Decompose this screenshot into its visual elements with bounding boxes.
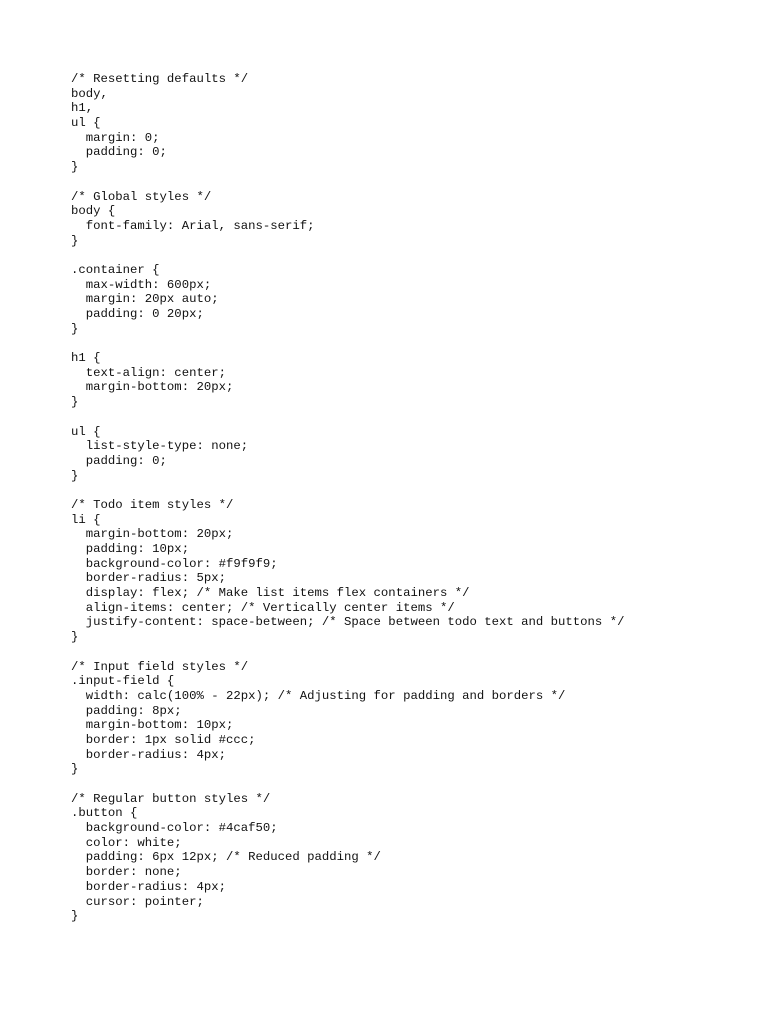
document-page: [71, 72, 751, 924]
code-line: margin-bottom: 10px;: [71, 718, 234, 733]
code-line: /* Global styles */: [71, 189, 212, 204]
code-line: cursor: pointer;: [71, 894, 204, 909]
code-line: h1,: [71, 101, 94, 116]
code-line: body,: [71, 86, 108, 101]
code-line: max-width: 600px;: [71, 277, 212, 292]
code-line: }: [71, 762, 79, 777]
code-line: [71, 175, 751, 190]
code-line: ul {: [71, 424, 101, 439]
code-line: /* Resetting defaults */: [71, 72, 249, 86]
code-line: [71, 645, 751, 660]
code-line: }: [71, 630, 79, 645]
code-line: }: [71, 909, 79, 924]
code-line: .button {: [71, 806, 138, 821]
code-line: body {: [71, 204, 116, 219]
code-line: width: calc(100% - 22px); /* Adjusting for padding and borders */: [71, 688, 566, 703]
code-line: li {: [71, 512, 101, 527]
code-line: list-style-type: none;: [71, 439, 249, 454]
code-line: border-radius: 4px;: [71, 747, 226, 762]
code-line: margin-bottom: 20px;: [71, 527, 234, 542]
code-line: /* Todo item styles */: [71, 497, 234, 512]
code-line: padding: 8px;: [71, 703, 182, 718]
code-line: font-family: Arial, sans-serif;: [71, 218, 315, 233]
code-line: ul {: [71, 116, 101, 131]
code-line: border: 1px solid #ccc;: [71, 732, 256, 747]
css-code-block: [71, 72, 751, 924]
code-line: [71, 410, 751, 425]
code-line: [71, 777, 751, 792]
code-line: [71, 483, 751, 498]
code-line: }: [71, 468, 79, 483]
code-line: h1 {: [71, 351, 101, 366]
code-line: margin: 20px auto;: [71, 292, 219, 307]
code-line: .container {: [71, 262, 160, 277]
code-line: }: [71, 321, 79, 336]
code-line: background-color: #4caf50;: [71, 821, 278, 836]
code-line: justify-content: space-between; /* Space between todo text and buttons */: [71, 615, 625, 630]
code-line: margin-bottom: 20px;: [71, 380, 234, 395]
code-line: padding: 0;: [71, 453, 167, 468]
code-line: text-align: center;: [71, 365, 226, 380]
code-line: padding: 0 20px;: [71, 307, 204, 321]
code-line: border: none;: [71, 865, 182, 880]
code-line: display: flex; /* Make list items flex containers */: [71, 586, 470, 601]
code-line: }: [71, 233, 79, 248]
code-line: margin: 0;: [71, 130, 160, 145]
code-line: padding: 6px 12px; /* Reduced padding */: [71, 850, 381, 865]
code-line: align-items: center; /* Vertically center items */: [71, 600, 455, 615]
code-line: border-radius: 4px;: [71, 879, 226, 894]
code-line: /* Regular button styles */: [71, 791, 271, 806]
code-line: }: [71, 160, 79, 175]
code-line: padding: 0;: [71, 145, 167, 160]
code-line: [71, 248, 751, 263]
code-line: .input-field {: [71, 674, 175, 689]
code-line: color: white;: [71, 835, 182, 850]
code-line: background-color: #f9f9f9;: [71, 556, 278, 571]
code-line: padding: 10px;: [71, 542, 190, 556]
code-line: border-radius: 5px;: [71, 571, 226, 586]
code-line: [71, 336, 751, 351]
code-line: }: [71, 395, 79, 410]
code-line: /* Input field styles */: [71, 659, 249, 674]
